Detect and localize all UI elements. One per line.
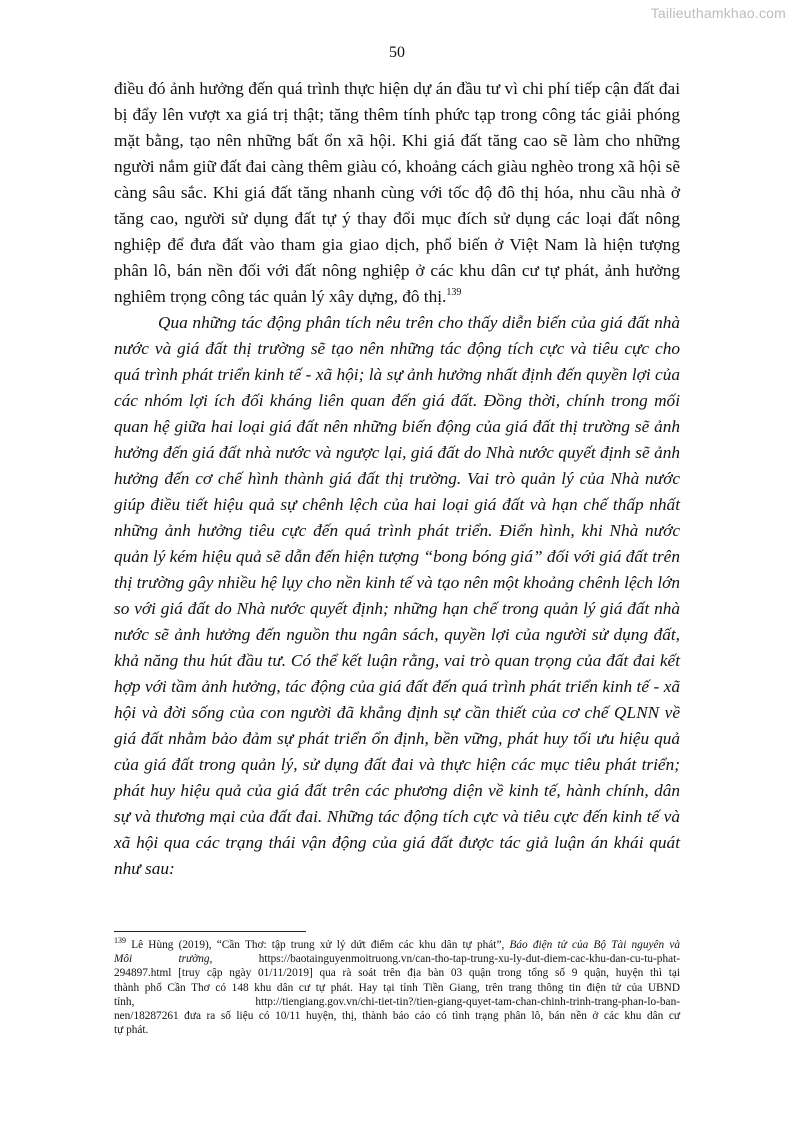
footnote-url-1[interactable]: https://baotainguyenmoitruong.vn/can-tho-tap-trung-xu-ly-dut-diem-cac-khu-dan-cu-tu-phat- <box>258 953 681 966</box>
footnote-number: 139 <box>114 936 126 946</box>
paragraph-1 <box>114 76 680 310</box>
footnote-line-4: thành phố Cần Thơ có 148 khu dân cư tự phát. Hay tại tỉnh Tiền Giang, trên trang thông tin điện tử của UBND <box>114 981 680 994</box>
footnote-line-1 <box>114 938 680 952</box>
watermark: Tailieuthamkhao.com <box>650 5 786 21</box>
footnote-line-2 <box>114 952 680 966</box>
footnote-province: tỉnh, <box>114 995 135 1008</box>
paragraph-1-text: điều đó ảnh hưởng đến quá trình thực hiện dự án đầu tư vì chi phí tiếp cận đất đai bị đẩy lên vượt xa giá trị thật; tăng thêm tính phức tạp trong công tác giải phóng mặt bằng, tạo nên những bất ổn xã hội. Khi giá đất tăng cao sẽ làm cho những người nắm giữ đất đai càng thêm giàu có, khoảng cách giàu nghèo trong xã hội sẽ càng sâu sắc. Khi giá đất tăng nhanh cùng với tốc độ đô thị hóa, nhu cầu nhà ở tăng cao, người sử dụng đất tự ý thay đổi mục đích sử dụng các loại đất nông nghiệp để đưa đất vào tham gia giao dịch, phổ biến ở Việt Nam là hiện tượng phân lô, bán nền đối với đất nông nghiệp ở các khu dân cư tự phát, ảnh hưởng nghiêm trọng công tác quản lý xây dựng, đô thị. <box>114 79 680 306</box>
footnote-reference[interactable]: 139 <box>446 287 462 299</box>
footnote-divider <box>114 931 306 932</box>
body-text <box>114 76 680 882</box>
footnote-line-5 <box>114 995 680 1009</box>
page-number: 50 <box>389 44 405 61</box>
footnote-source-title-cont: Môi trường, <box>114 953 213 966</box>
footnote-citation: Lê Hùng (2019), “Cần Thơ: tập trung xử lý dứt điểm các khu dân tự phát”, <box>131 939 510 951</box>
paragraph-2: Qua những tác động phân tích nêu trên cho thấy diễn biến của giá đất nhà nước và giá đất thị trường sẽ tạo nên những tác động tích cực và tiêu cực cho quá trình phát triển kinh tế - xã hội; là sự ảnh hưởng nhất định đến quyền lợi của các nhóm lợi ích đối kháng liên quan đến giá đất. Đồng thời, chính trong mối quan hệ giữa hai loại giá đất nên những biến động của giá đất thị trường sẽ ảnh hưởng đến giá đất nhà nước và ngược lại, giá đất do Nhà nước quyết định sẽ ảnh hưởng đến cơ chế hình thành giá đất thị trường. Vai trò quản lý của Nhà nước giúp điều tiết hiệu quả sự chênh lệch của hai loại giá đất và hạn chế thấp nhất những ảnh hưởng tiêu cực đến quá trình phát triển. Điển hình, khi Nhà nước quản lý kém hiệu quả sẽ dẫn đến hiện tượng “bong bóng giá” đối với giá đất trên thị trường gây nhiều hệ lụy cho nền kinh tế và tạo nên một khoảng chênh lệch lớn so với giá đất do Nhà nước quyết định; những hạn chế trong quản lý giá đất nhà nước sẽ ảnh hưởng đến nguồn thu ngân sách, quyền lợi của người sử dụng đất, khả năng thu hút đầu tư. Có thể kết luận rằng, vai trò quan trọng của đất đai kết hợp với tầm ảnh hưởng, tác động của giá đất đến quá trình phát triển kinh tế - xã hội và đời sống của con người đã khẳng định sự cần thiết của cơ chế QLNN về giá đất nhằm bảo đảm sự phát triển ổn định, bền vững, phát huy tối ưu hiệu quả của giá đất trong quản lý, sử dụng đất đai và thực hiện các mục tiêu phát triển; phát huy hiệu quả của giá đất trên các phương diện về kinh tế, hành chính, dân sự và thương mại của đất đai. Những tác động tích cực và tiêu cực đến kinh tế và xã hội qua các trạng thái vận động của giá đất được tác giả luận án khái quát như sau: <box>114 313 680 878</box>
footnote <box>114 938 680 1037</box>
footnote-line-7: tự phát. <box>114 1024 149 1037</box>
footnote-url-2[interactable]: http://tiengiang.gov.vn/chi-tiet-tin?/tien-giang-quyet-tam-chan-chinh-trinh-trang-phan-lo-ban- <box>255 995 680 1008</box>
footnote-line-3: 294897.html [truy cập ngày 01/11/2019] qua rà soát trên địa bàn 03 quận trong tổng số 9 quận, huyện thì tại <box>114 967 680 980</box>
footnote-source-title: Báo điện tử của Bộ Tài nguyên và <box>509 939 680 951</box>
footnote-line-6: nen/18287261 đưa ra số liệu có 10/11 huyện, thị, thành báo cáo có tình trạng phân lô, bán nền ở các khu dân cư <box>114 1010 680 1023</box>
